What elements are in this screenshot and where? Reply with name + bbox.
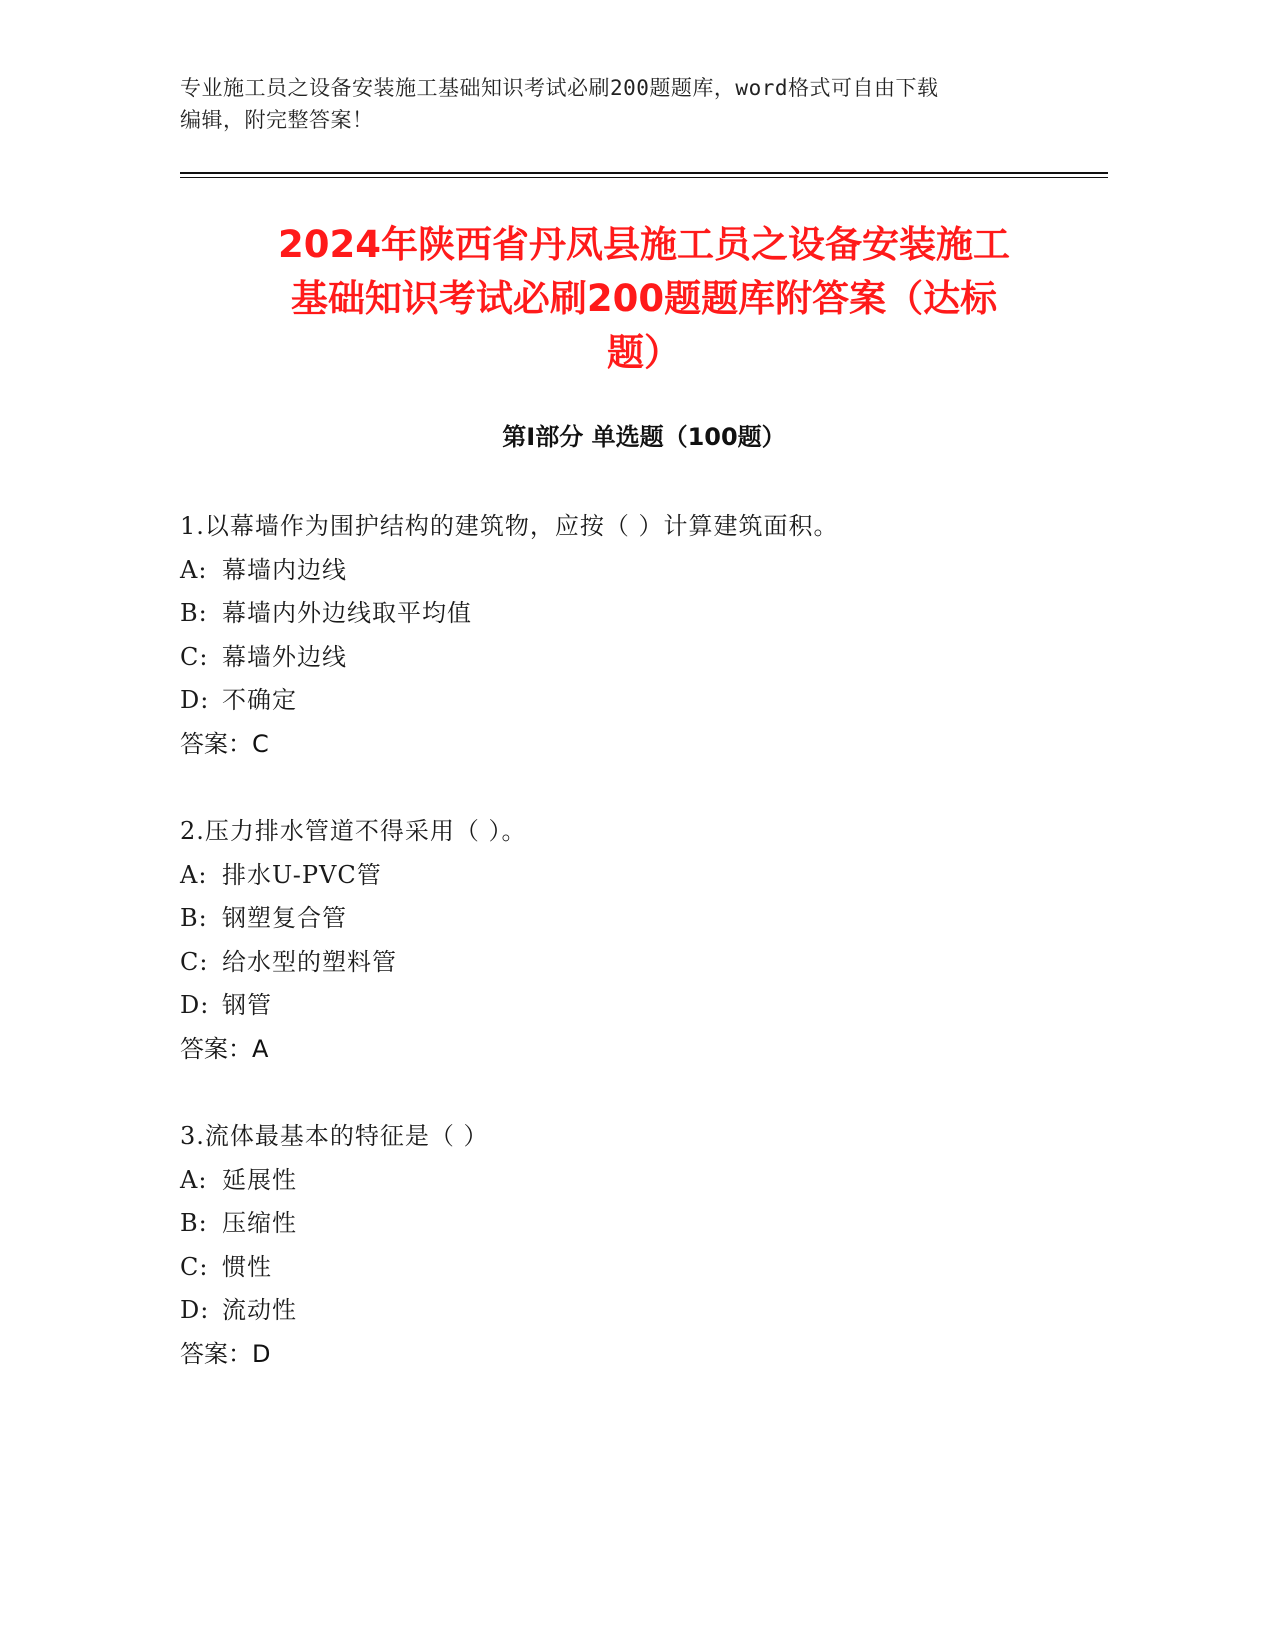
option-text: 排水U-PVC管 (222, 860, 382, 889)
option-d (180, 984, 1108, 1028)
option-text: 幕墙外边线 (222, 642, 347, 671)
section-heading: 第Ⅰ部分 单选题（100题） (502, 423, 786, 451)
option-text: 流动性 (222, 1296, 297, 1324)
option-text: 不确定 (222, 686, 297, 714)
question-stem: 3.流体最基本的特征是（ ） (180, 1122, 489, 1150)
header-divider-thick (180, 172, 1108, 174)
option-letter: B: (180, 599, 208, 627)
option-c (180, 941, 1108, 985)
question-3 (180, 1115, 1108, 1376)
option-text: 幕墙内外边线取平均值 (222, 599, 472, 627)
option-text: 幕墙内边线 (222, 555, 347, 584)
document-title-line-3: 题） (607, 331, 681, 374)
option-letter: C: (180, 642, 209, 671)
option-letter: D: (180, 686, 210, 714)
option-letter: C: (180, 947, 209, 976)
option-text: 惯性 (222, 1252, 272, 1281)
option-b (180, 592, 1108, 636)
document-title-line-1: 2024年陕西省丹凤县施工员之设备安装施工 (278, 223, 1010, 266)
option-a (180, 1159, 1108, 1203)
question-1 (180, 505, 1108, 766)
option-a (180, 549, 1108, 593)
option-text: 钢管 (222, 991, 272, 1019)
option-text: 钢塑复合管 (222, 904, 347, 932)
answer-line: 答案：A (180, 1034, 269, 1063)
option-letter: A: (180, 555, 208, 584)
header-note-line-1: 专业施工员之设备安装施工基础知识考试必刷200题题库，word格式可自由下载 (180, 76, 939, 100)
option-letter: B: (180, 904, 208, 932)
answer-line: 答案：C (180, 729, 269, 758)
question-stem: 2.压力排水管道不得采用（ ）。 (180, 817, 527, 845)
option-letter: C: (180, 1252, 209, 1281)
question-stem: 1.以幕墙作为围护结构的建筑物，应按（ ）计算建筑面积。 (180, 512, 839, 540)
option-d (180, 679, 1108, 723)
header-note (180, 72, 1080, 136)
document-title (180, 218, 1108, 380)
option-text: 延展性 (222, 1165, 297, 1194)
option-c (180, 1246, 1108, 1290)
option-text: 给水型的塑料管 (222, 947, 397, 976)
question-2 (180, 810, 1108, 1071)
question-list (180, 505, 1108, 1420)
header-note-line-2: 编辑，附完整答案！ (180, 108, 374, 132)
document-title-line-2: 基础知识考试必刷200题题库附答案（达标 (290, 277, 998, 320)
option-c (180, 636, 1108, 680)
option-b (180, 897, 1108, 941)
option-letter: D: (180, 991, 210, 1019)
option-text: 压缩性 (222, 1209, 297, 1237)
option-b (180, 1202, 1108, 1246)
option-letter: D: (180, 1296, 210, 1324)
option-a (180, 854, 1108, 898)
option-letter: A: (180, 860, 208, 889)
option-d (180, 1289, 1108, 1333)
header-divider-thin (180, 177, 1108, 178)
answer-line: 答案：D (180, 1339, 271, 1368)
option-letter: A: (180, 1165, 208, 1194)
option-letter: B: (180, 1209, 208, 1237)
